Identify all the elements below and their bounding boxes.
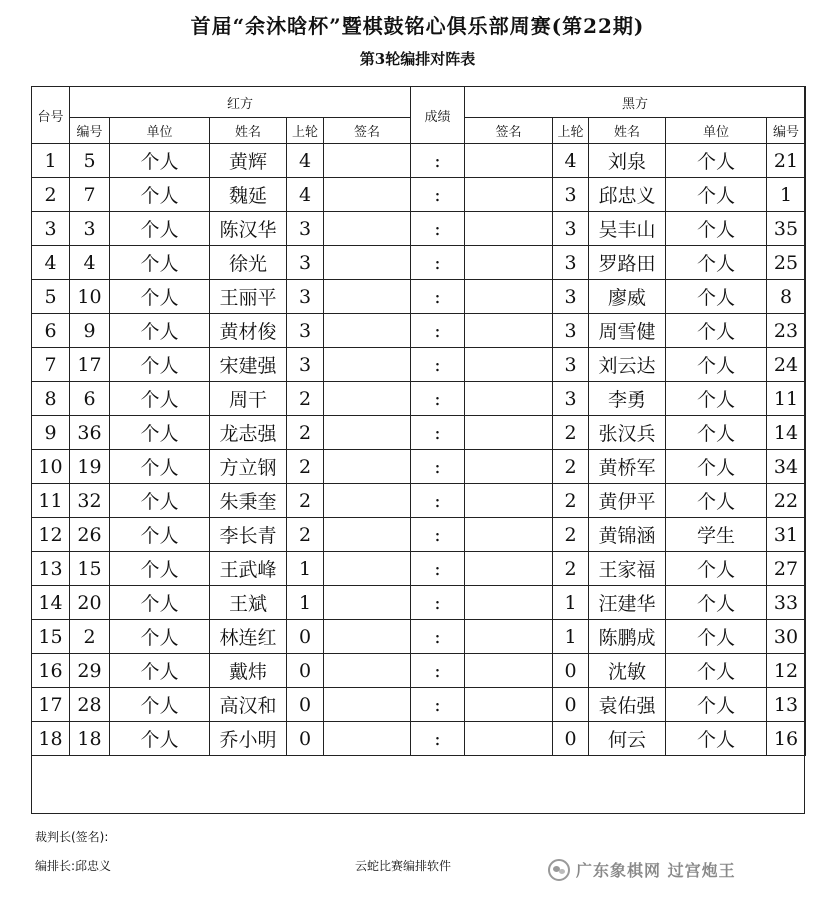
black-sign-cell	[465, 280, 553, 314]
red-prev-cell: 2	[287, 382, 324, 416]
result-cell: :	[411, 518, 465, 552]
table-row	[32, 518, 806, 552]
black-name-cell: 王家福	[589, 552, 666, 586]
red-prev-cell: 0	[287, 620, 324, 654]
red-no-cell: 5	[70, 144, 110, 178]
red-no-cell: 32	[70, 484, 110, 518]
table-row	[32, 552, 806, 586]
black-prev-cell: 3	[553, 382, 589, 416]
result-cell: :	[411, 722, 465, 756]
red-no-cell: 2	[70, 620, 110, 654]
black-unit-cell: 个人	[666, 654, 767, 688]
result-cell: :	[411, 552, 465, 586]
black-prev-cell: 3	[553, 246, 589, 280]
red-name-cell: 李长青	[210, 518, 287, 552]
result-cell: :	[411, 416, 465, 450]
table-row	[32, 450, 806, 484]
black-prev-cell: 2	[553, 484, 589, 518]
red-sign-cell	[324, 620, 411, 654]
red-name-cell: 黄材俊	[210, 314, 287, 348]
header-black-prev: 上轮	[553, 118, 589, 144]
table-row	[32, 144, 806, 178]
red-prev-cell: 4	[287, 178, 324, 212]
black-no-cell: 33	[767, 586, 806, 620]
red-prev-cell: 1	[287, 552, 324, 586]
red-prev-cell: 3	[287, 280, 324, 314]
black-unit-cell: 个人	[666, 620, 767, 654]
red-sign-cell	[324, 450, 411, 484]
table-row	[32, 280, 806, 314]
black-unit-cell: 个人	[666, 212, 767, 246]
red-name-cell: 黄辉	[210, 144, 287, 178]
table-no-cell: 3	[32, 212, 70, 246]
black-unit-cell: 个人	[666, 552, 767, 586]
red-sign-cell	[324, 314, 411, 348]
black-unit-cell: 学生	[666, 518, 767, 552]
result-cell: :	[411, 178, 465, 212]
red-sign-cell	[324, 416, 411, 450]
red-prev-cell: 2	[287, 450, 324, 484]
table-no-cell: 13	[32, 552, 70, 586]
red-name-cell: 朱秉奎	[210, 484, 287, 518]
table-row	[32, 416, 806, 450]
black-sign-cell	[465, 212, 553, 246]
watermark	[548, 858, 736, 881]
table-row	[32, 314, 806, 348]
table-no-cell: 17	[32, 688, 70, 722]
black-name-cell: 周雪健	[589, 314, 666, 348]
table-row	[32, 212, 806, 246]
red-prev-cell: 3	[287, 314, 324, 348]
table-row	[32, 178, 806, 212]
red-no-cell: 18	[70, 722, 110, 756]
red-no-cell: 15	[70, 552, 110, 586]
black-sign-cell	[465, 552, 553, 586]
red-no-cell: 9	[70, 314, 110, 348]
red-name-cell: 徐光	[210, 246, 287, 280]
black-sign-cell	[465, 348, 553, 382]
red-unit-cell: 个人	[110, 348, 210, 382]
red-unit-cell: 个人	[110, 246, 210, 280]
red-unit-cell: 个人	[110, 382, 210, 416]
red-name-cell: 戴炜	[210, 654, 287, 688]
red-name-cell: 魏延	[210, 178, 287, 212]
red-prev-cell: 1	[287, 586, 324, 620]
black-sign-cell	[465, 144, 553, 178]
black-no-cell: 22	[767, 484, 806, 518]
red-name-cell: 林连红	[210, 620, 287, 654]
black-sign-cell	[465, 246, 553, 280]
black-prev-cell: 2	[553, 450, 589, 484]
black-name-cell: 罗路田	[589, 246, 666, 280]
black-name-cell: 邱忠义	[589, 178, 666, 212]
red-prev-cell: 4	[287, 144, 324, 178]
table-no-cell: 9	[32, 416, 70, 450]
red-unit-cell: 个人	[110, 654, 210, 688]
table-no-cell: 4	[32, 246, 70, 280]
table-no-cell: 8	[32, 382, 70, 416]
table-row	[32, 688, 806, 722]
table-no-cell: 1	[32, 144, 70, 178]
black-no-cell: 12	[767, 654, 806, 688]
header-red-side: 红方	[70, 87, 411, 118]
result-cell: :	[411, 280, 465, 314]
black-prev-cell: 1	[553, 620, 589, 654]
red-no-cell: 17	[70, 348, 110, 382]
red-unit-cell: 个人	[110, 450, 210, 484]
red-no-cell: 36	[70, 416, 110, 450]
table-no-cell: 12	[32, 518, 70, 552]
table-row	[32, 722, 806, 756]
red-unit-cell: 个人	[110, 586, 210, 620]
red-no-cell: 26	[70, 518, 110, 552]
red-no-cell: 20	[70, 586, 110, 620]
black-no-cell: 25	[767, 246, 806, 280]
black-name-cell: 陈鹏成	[589, 620, 666, 654]
black-unit-cell: 个人	[666, 382, 767, 416]
document-subtitle: 第3轮编排对阵表	[359, 50, 476, 68]
red-name-cell: 宋建强	[210, 348, 287, 382]
black-unit-cell: 个人	[666, 722, 767, 756]
header-black-sign: 签名	[465, 118, 553, 144]
red-unit-cell: 个人	[110, 178, 210, 212]
header-black-unit: 单位	[666, 118, 767, 144]
black-no-cell: 1	[767, 178, 806, 212]
result-cell: :	[411, 348, 465, 382]
black-sign-cell	[465, 314, 553, 348]
red-prev-cell: 3	[287, 348, 324, 382]
red-no-cell: 28	[70, 688, 110, 722]
black-unit-cell: 个人	[666, 586, 767, 620]
black-no-cell: 31	[767, 518, 806, 552]
black-name-cell: 黄锦涵	[589, 518, 666, 552]
black-sign-cell	[465, 620, 553, 654]
red-unit-cell: 个人	[110, 484, 210, 518]
table-row	[32, 382, 806, 416]
result-cell: :	[411, 144, 465, 178]
table-no-cell: 2	[32, 178, 70, 212]
red-no-cell: 10	[70, 280, 110, 314]
result-cell: :	[411, 620, 465, 654]
black-no-cell: 21	[767, 144, 806, 178]
red-sign-cell	[324, 688, 411, 722]
black-prev-cell: 3	[553, 314, 589, 348]
table-row	[32, 484, 806, 518]
black-sign-cell	[465, 178, 553, 212]
black-name-cell: 张汉兵	[589, 416, 666, 450]
black-unit-cell: 个人	[666, 314, 767, 348]
black-prev-cell: 4	[553, 144, 589, 178]
red-sign-cell	[324, 552, 411, 586]
red-prev-cell: 0	[287, 654, 324, 688]
black-no-cell: 13	[767, 688, 806, 722]
black-unit-cell: 个人	[666, 688, 767, 722]
black-no-cell: 34	[767, 450, 806, 484]
black-no-cell: 23	[767, 314, 806, 348]
red-name-cell: 王斌	[210, 586, 287, 620]
result-cell: :	[411, 484, 465, 518]
table-no-cell: 7	[32, 348, 70, 382]
black-prev-cell: 0	[553, 688, 589, 722]
black-sign-cell	[465, 654, 553, 688]
table-row	[32, 620, 806, 654]
black-prev-cell: 3	[553, 178, 589, 212]
red-sign-cell	[324, 484, 411, 518]
table-row	[32, 586, 806, 620]
red-unit-cell: 个人	[110, 212, 210, 246]
black-no-cell: 30	[767, 620, 806, 654]
black-unit-cell: 个人	[666, 178, 767, 212]
black-name-cell: 李勇	[589, 382, 666, 416]
red-no-cell: 19	[70, 450, 110, 484]
red-unit-cell: 个人	[110, 416, 210, 450]
black-sign-cell	[465, 518, 553, 552]
red-sign-cell	[324, 586, 411, 620]
red-no-cell: 7	[70, 178, 110, 212]
red-no-cell: 3	[70, 212, 110, 246]
result-cell: :	[411, 688, 465, 722]
black-prev-cell: 3	[553, 212, 589, 246]
black-name-cell: 黄桥军	[589, 450, 666, 484]
red-name-cell: 王丽平	[210, 280, 287, 314]
black-unit-cell: 个人	[666, 246, 767, 280]
red-sign-cell	[324, 280, 411, 314]
black-prev-cell: 3	[553, 348, 589, 382]
red-unit-cell: 个人	[110, 518, 210, 552]
black-prev-cell: 0	[553, 722, 589, 756]
black-no-cell: 27	[767, 552, 806, 586]
black-prev-cell: 0	[553, 654, 589, 688]
header-red-prev: 上轮	[287, 118, 324, 144]
header-red-no: 编号	[70, 118, 110, 144]
result-cell: :	[411, 586, 465, 620]
red-sign-cell	[324, 382, 411, 416]
result-cell: :	[411, 450, 465, 484]
black-name-cell: 吴丰山	[589, 212, 666, 246]
black-name-cell: 廖威	[589, 280, 666, 314]
table-no-cell: 15	[32, 620, 70, 654]
wechat-icon	[548, 859, 570, 881]
header-black-name: 姓名	[589, 118, 666, 144]
red-unit-cell: 个人	[110, 722, 210, 756]
table-no-cell: 5	[32, 280, 70, 314]
red-name-cell: 乔小明	[210, 722, 287, 756]
black-name-cell: 黄伊平	[589, 484, 666, 518]
result-cell: :	[411, 314, 465, 348]
red-unit-cell: 个人	[110, 552, 210, 586]
red-name-cell: 龙志强	[210, 416, 287, 450]
black-sign-cell	[465, 416, 553, 450]
black-name-cell: 刘云达	[589, 348, 666, 382]
header-black-side: 黑方	[465, 87, 806, 118]
red-sign-cell	[324, 212, 411, 246]
black-no-cell: 35	[767, 212, 806, 246]
pairing-table	[31, 86, 806, 813]
black-name-cell: 沈敏	[589, 654, 666, 688]
black-sign-cell	[465, 382, 553, 416]
header-table-no: 台号	[32, 87, 70, 144]
red-unit-cell: 个人	[110, 314, 210, 348]
black-unit-cell: 个人	[666, 144, 767, 178]
result-cell: :	[411, 382, 465, 416]
table-no-cell: 10	[32, 450, 70, 484]
black-no-cell: 16	[767, 722, 806, 756]
black-prev-cell: 2	[553, 552, 589, 586]
black-prev-cell: 2	[553, 518, 589, 552]
result-cell: :	[411, 654, 465, 688]
black-sign-cell	[465, 688, 553, 722]
table-row	[32, 246, 806, 280]
black-no-cell: 14	[767, 416, 806, 450]
red-prev-cell: 0	[287, 688, 324, 722]
table-no-cell: 6	[32, 314, 70, 348]
document-title: 首届“余沐晗杯”暨棋鼓铭心俱乐部周赛(第22期)	[190, 14, 645, 38]
red-prev-cell: 0	[287, 722, 324, 756]
red-name-cell: 方立钢	[210, 450, 287, 484]
table-no-cell: 16	[32, 654, 70, 688]
black-no-cell: 24	[767, 348, 806, 382]
red-unit-cell: 个人	[110, 688, 210, 722]
red-name-cell: 陈汉华	[210, 212, 287, 246]
result-cell: :	[411, 212, 465, 246]
arranger-label: 编排长:邱忠义	[35, 859, 112, 873]
black-no-cell: 8	[767, 280, 806, 314]
red-prev-cell: 3	[287, 246, 324, 280]
table-row	[32, 654, 806, 688]
black-prev-cell: 2	[553, 416, 589, 450]
table-row	[32, 348, 806, 382]
black-prev-cell: 1	[553, 586, 589, 620]
black-sign-cell	[465, 450, 553, 484]
red-sign-cell	[324, 178, 411, 212]
black-name-cell: 汪建华	[589, 586, 666, 620]
red-unit-cell: 个人	[110, 620, 210, 654]
black-sign-cell	[465, 722, 553, 756]
header-red-unit: 单位	[110, 118, 210, 144]
red-sign-cell	[324, 348, 411, 382]
black-unit-cell: 个人	[666, 280, 767, 314]
blank-area	[32, 756, 806, 814]
black-sign-cell	[465, 586, 553, 620]
software-credit: 云蛇比赛编排软件	[355, 859, 452, 873]
red-name-cell: 高汉和	[210, 688, 287, 722]
red-sign-cell	[324, 722, 411, 756]
red-prev-cell: 2	[287, 518, 324, 552]
red-no-cell: 29	[70, 654, 110, 688]
red-unit-cell: 个人	[110, 280, 210, 314]
red-sign-cell	[324, 144, 411, 178]
black-unit-cell: 个人	[666, 484, 767, 518]
black-name-cell: 袁佑强	[589, 688, 666, 722]
red-prev-cell: 3	[287, 212, 324, 246]
red-sign-cell	[324, 246, 411, 280]
black-sign-cell	[465, 484, 553, 518]
table-no-cell: 18	[32, 722, 70, 756]
referee-signature-label: 裁判长(签名):	[35, 830, 109, 844]
table-no-cell: 11	[32, 484, 70, 518]
table-no-cell: 14	[32, 586, 70, 620]
black-unit-cell: 个人	[666, 450, 767, 484]
watermark-text: 广东象棋网 过宫炮王	[576, 861, 736, 880]
red-name-cell: 王武峰	[210, 552, 287, 586]
red-sign-cell	[324, 518, 411, 552]
result-cell: :	[411, 246, 465, 280]
header-row-1	[32, 87, 806, 118]
header-red-sign: 签名	[324, 118, 411, 144]
blank-row	[32, 756, 806, 814]
red-no-cell: 6	[70, 382, 110, 416]
red-prev-cell: 2	[287, 484, 324, 518]
black-prev-cell: 3	[553, 280, 589, 314]
black-unit-cell: 个人	[666, 416, 767, 450]
black-name-cell: 刘泉	[589, 144, 666, 178]
black-name-cell: 何云	[589, 722, 666, 756]
black-no-cell: 11	[767, 382, 806, 416]
red-no-cell: 4	[70, 246, 110, 280]
black-unit-cell: 个人	[666, 348, 767, 382]
red-name-cell: 周干	[210, 382, 287, 416]
red-prev-cell: 2	[287, 416, 324, 450]
header-red-name: 姓名	[210, 118, 287, 144]
header-black-no: 编号	[767, 118, 806, 144]
red-unit-cell: 个人	[110, 144, 210, 178]
red-sign-cell	[324, 654, 411, 688]
header-result: 成绩	[411, 87, 465, 144]
